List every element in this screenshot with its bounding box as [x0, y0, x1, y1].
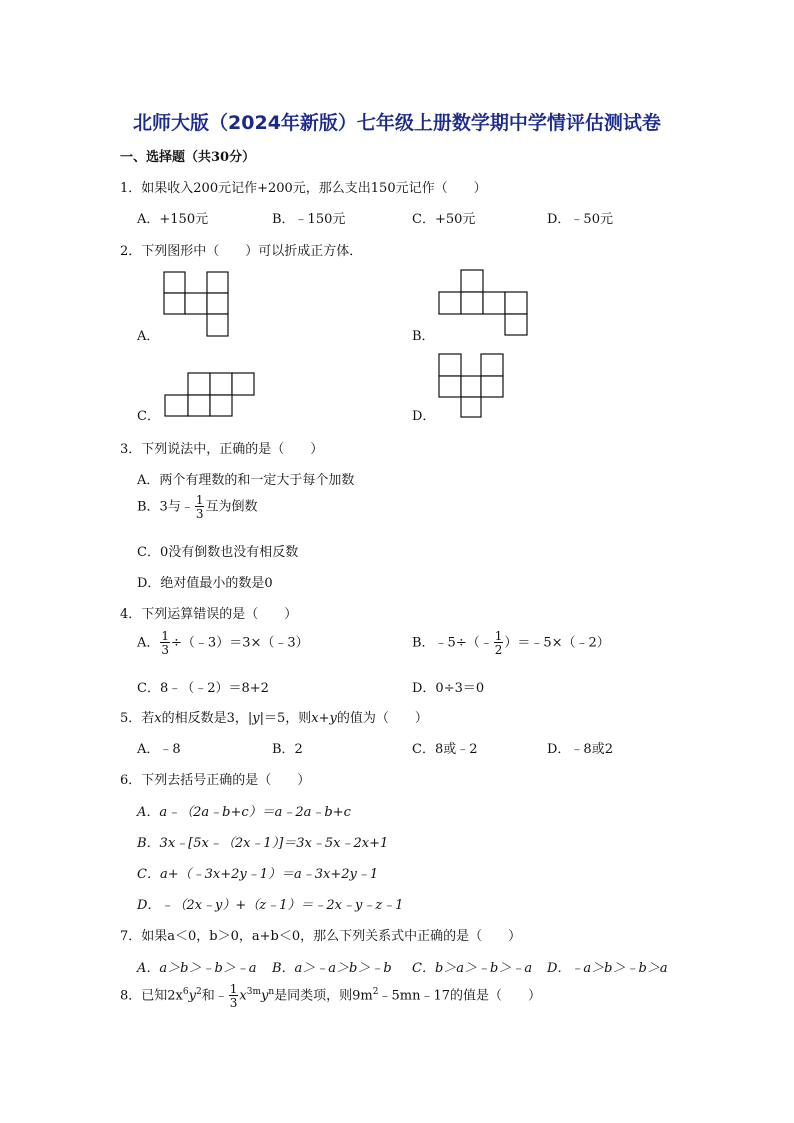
question-4-stem: 4．下列运算错误的是（ ）	[120, 607, 298, 622]
q2-label-d: D．	[412, 409, 436, 424]
q2-label-a: A．	[137, 329, 160, 344]
question-6-stem: 6．下列去括号正确的是（ ）	[120, 773, 311, 788]
q4-option-d: D．0÷3＝0	[412, 681, 485, 696]
net-b	[439, 270, 527, 335]
q1-option-c: C．+50元	[412, 212, 476, 227]
q3-option-a: A．两个有理数的和一定大于每个加数	[137, 473, 355, 488]
q5-option-b: B．2	[272, 742, 303, 757]
q3-option-b: B．3与﹣ $\frac{1}{3}$ 互为倒数	[137, 493, 258, 521]
question-5-stem: 5．若x的相反数是3，|y|＝5，则x+y的值为（ ）	[120, 711, 428, 726]
q7-option-b: B．a＞﹣a＞b＞﹣b	[272, 961, 392, 976]
question-1-stem: 1．如果收入200元记作+200元，那么支出150元记作（ ）	[120, 181, 487, 196]
q1-option-a: A．+150元	[137, 212, 209, 227]
section-heading: 一、选择题（共30分）	[120, 150, 256, 165]
q2-label-c: C．	[137, 409, 160, 424]
cube-nets-figure	[0, 0, 794, 440]
q6-option-c: C．a+（﹣3x+2y﹣1）＝a﹣3x+2y﹣1	[137, 867, 379, 882]
net-c	[165, 373, 254, 416]
q1-option-d: D．﹣50元	[547, 212, 613, 227]
question-7-stem: 7．如果a＜0，b＞0，a+b＜0，那么下列关系式中正确的是（ ）	[120, 929, 522, 944]
question-8-stem: 8．已知$2x^6y^2$和﹣ $\frac{1}{3}$ $x^{3m}y^n$是同类项，则$9m^2﹣5mn﹣17$的值是（ ）	[120, 982, 541, 1010]
q2-label-b: B．	[412, 329, 435, 344]
q3-option-c: C．0没有倒数也没有相反数	[137, 545, 299, 560]
q7-option-c: C．b＞a＞﹣b＞﹣a	[412, 961, 533, 976]
question-2-stem: 2．下列图形中（ ）可以折成正方体．	[120, 244, 363, 259]
q1-option-b: B．﹣150元	[272, 212, 346, 227]
page-title: 北师大版（2024年新版）七年级上册数学期中学情评估测试卷	[133, 112, 661, 134]
q4-option-c: C．8﹣（﹣2）＝8+2	[137, 681, 269, 696]
q6-option-b: B．3x﹣[5x﹣（2x﹣1）]＝3x﹣5x﹣2x+1	[137, 836, 389, 851]
q4-option-b: B．﹣5÷（﹣ $\frac{1}{2}$ ）＝﹣5×（﹣2）	[412, 629, 610, 657]
q4-option-a: A． $\frac{1}{3}$ ÷（﹣3）＝3×（﹣3）	[137, 629, 309, 657]
q5-option-a: A．﹣8	[137, 742, 181, 757]
q7-option-a: A．a＞b＞﹣b＞﹣a	[137, 961, 257, 976]
net-a	[164, 272, 228, 336]
q6-option-d: D．﹣（2x﹣y）+（z﹣1）＝﹣2x﹣y﹣z﹣1	[137, 898, 404, 913]
q3-option-d: D．绝对值最小的数是0	[137, 576, 273, 591]
q6-option-a: A．a﹣（2a﹣b+c）＝a﹣2a﹣b+c	[137, 805, 351, 820]
q5-option-d: D．﹣8或2	[547, 742, 613, 757]
net-d	[439, 354, 503, 417]
q7-option-d: D．﹣a＞b＞﹣b＞a	[547, 961, 668, 976]
question-3-stem: 3．下列说法中，正确的是（ ）	[120, 442, 324, 457]
q5-option-c: C．8或﹣2	[412, 742, 478, 757]
